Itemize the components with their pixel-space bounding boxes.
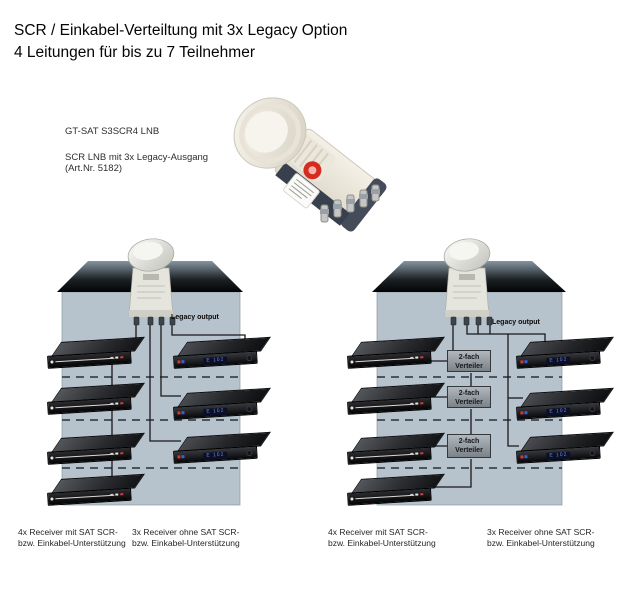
- receiver-legacy: [515, 337, 608, 370]
- power-led: [50, 497, 53, 500]
- receiver-display: E 102: [546, 357, 570, 365]
- receiver-knob: [246, 355, 252, 361]
- page-title: [14, 20, 347, 64]
- splitter-label-line1: 2-fach: [458, 438, 480, 445]
- receiver-scr: [346, 474, 439, 507]
- caption-line2: bzw. Einkabel-Unterstützung: [132, 537, 240, 548]
- receiver-logo: [177, 411, 180, 414]
- receiver-knob: [589, 355, 595, 361]
- legacy-output-label: Legacy output: [171, 314, 219, 321]
- house-left: [45, 238, 270, 508]
- receiver-scr: [46, 474, 139, 507]
- front-indicators: [115, 402, 118, 404]
- power-led: [50, 360, 53, 363]
- caption-line1: 4x Receiver mit SAT SCR-: [18, 527, 118, 537]
- receiver-legacy: [172, 388, 265, 421]
- front-slot: [355, 404, 414, 409]
- splitter-2fach: [447, 386, 491, 408]
- product-desc-line1: SCR LNB mit 3x Legacy-Ausgang: [65, 152, 209, 163]
- legacy-output-label: Legacy output: [492, 319, 540, 326]
- receiver-scr: [346, 337, 439, 370]
- receiver-logo: [520, 455, 523, 458]
- receiver-logo: [177, 360, 180, 363]
- splitter-label-line2: Verteiler: [455, 447, 483, 454]
- splitter-label-line2: Verteiler: [455, 363, 483, 370]
- splitter-label-line1: 2-fach: [458, 354, 480, 361]
- receiver-legacy: [172, 337, 265, 370]
- front-indicators: [115, 452, 118, 454]
- receiver-knob: [589, 450, 595, 456]
- splitter-label-line2: Verteiler: [455, 399, 483, 406]
- receiver-display: E 102: [203, 452, 227, 460]
- front-indicators: [415, 356, 418, 358]
- power-led: [350, 497, 353, 500]
- receiver-knob: [246, 406, 252, 412]
- power-led: [350, 456, 353, 459]
- front-indicators: [415, 493, 418, 495]
- receiver-display: E 102: [203, 408, 227, 416]
- front-slot: [55, 495, 114, 500]
- caption-line2: bzw. Einkabel-Unterstützung: [328, 537, 436, 548]
- lnb-on-roof: [126, 238, 176, 325]
- receiver-scr: [46, 383, 139, 416]
- front-slot: [55, 454, 114, 459]
- caption-line1: 3x Receiver ohne SAT SCR-: [132, 527, 240, 537]
- front-slot: [55, 404, 114, 409]
- receiver-logo: [520, 411, 523, 414]
- house-left-scene: [45, 238, 270, 508]
- front-slot: [355, 358, 414, 363]
- caption-right-scr: [328, 527, 436, 548]
- splitter-2fach: [447, 350, 491, 372]
- caption-line1: 4x Receiver mit SAT SCR-: [328, 527, 428, 537]
- receiver-display: E 102: [546, 452, 570, 460]
- receiver-scr: [346, 433, 439, 466]
- lnb-on-roof: [442, 238, 492, 325]
- caption-line1: 3x Receiver ohne SAT SCR-: [487, 527, 595, 537]
- receiver-legacy: [515, 432, 608, 465]
- caption-left-legacy: [132, 527, 240, 548]
- product-name: GT-SAT S3SCR4 LNB: [65, 126, 160, 137]
- power-led: [50, 456, 53, 459]
- receiver-scr: [346, 383, 439, 416]
- splitter-label-line1: 2-fach: [458, 390, 480, 397]
- product-info: [65, 126, 208, 174]
- power-led: [50, 406, 53, 409]
- front-slot: [355, 495, 414, 500]
- receiver-legacy: [172, 432, 265, 465]
- front-indicators: [115, 493, 118, 495]
- title-line-1: SCR / Einkabel-Verteiltung mit 3x Legacy Option: [14, 22, 348, 39]
- power-led: [350, 360, 353, 363]
- receiver-display: E 102: [203, 357, 227, 365]
- caption-left-scr: [18, 527, 126, 548]
- receiver-scr: [46, 433, 139, 466]
- receiver-logo: [177, 455, 180, 458]
- caption-line2: bzw. Einkabel-Unterstützung: [18, 537, 126, 548]
- house-right: [345, 238, 595, 508]
- house-right-scene: [345, 238, 595, 508]
- front-indicators: [415, 452, 418, 454]
- power-led: [350, 406, 353, 409]
- splitter-2fach: [447, 434, 491, 458]
- title-line-2: 4 Leitungen für bis zu 7 Teilnehmer: [14, 44, 255, 61]
- receiver-scr: [46, 337, 139, 370]
- receiver-knob: [589, 406, 595, 412]
- receiver-display: E 102: [546, 408, 570, 416]
- receiver-knob: [246, 450, 252, 456]
- product-lnb-photo: [225, 85, 395, 235]
- receiver-logo: [520, 360, 523, 363]
- receiver-legacy: [515, 388, 608, 421]
- caption-right-legacy: [487, 527, 595, 548]
- front-slot: [355, 454, 414, 459]
- front-slot: [55, 358, 114, 363]
- front-indicators: [415, 402, 418, 404]
- product-desc-line2: (Art.Nr. 5182): [65, 163, 123, 174]
- caption-line2: bzw. Einkabel-Unterstützung: [487, 537, 595, 548]
- front-indicators: [115, 356, 118, 358]
